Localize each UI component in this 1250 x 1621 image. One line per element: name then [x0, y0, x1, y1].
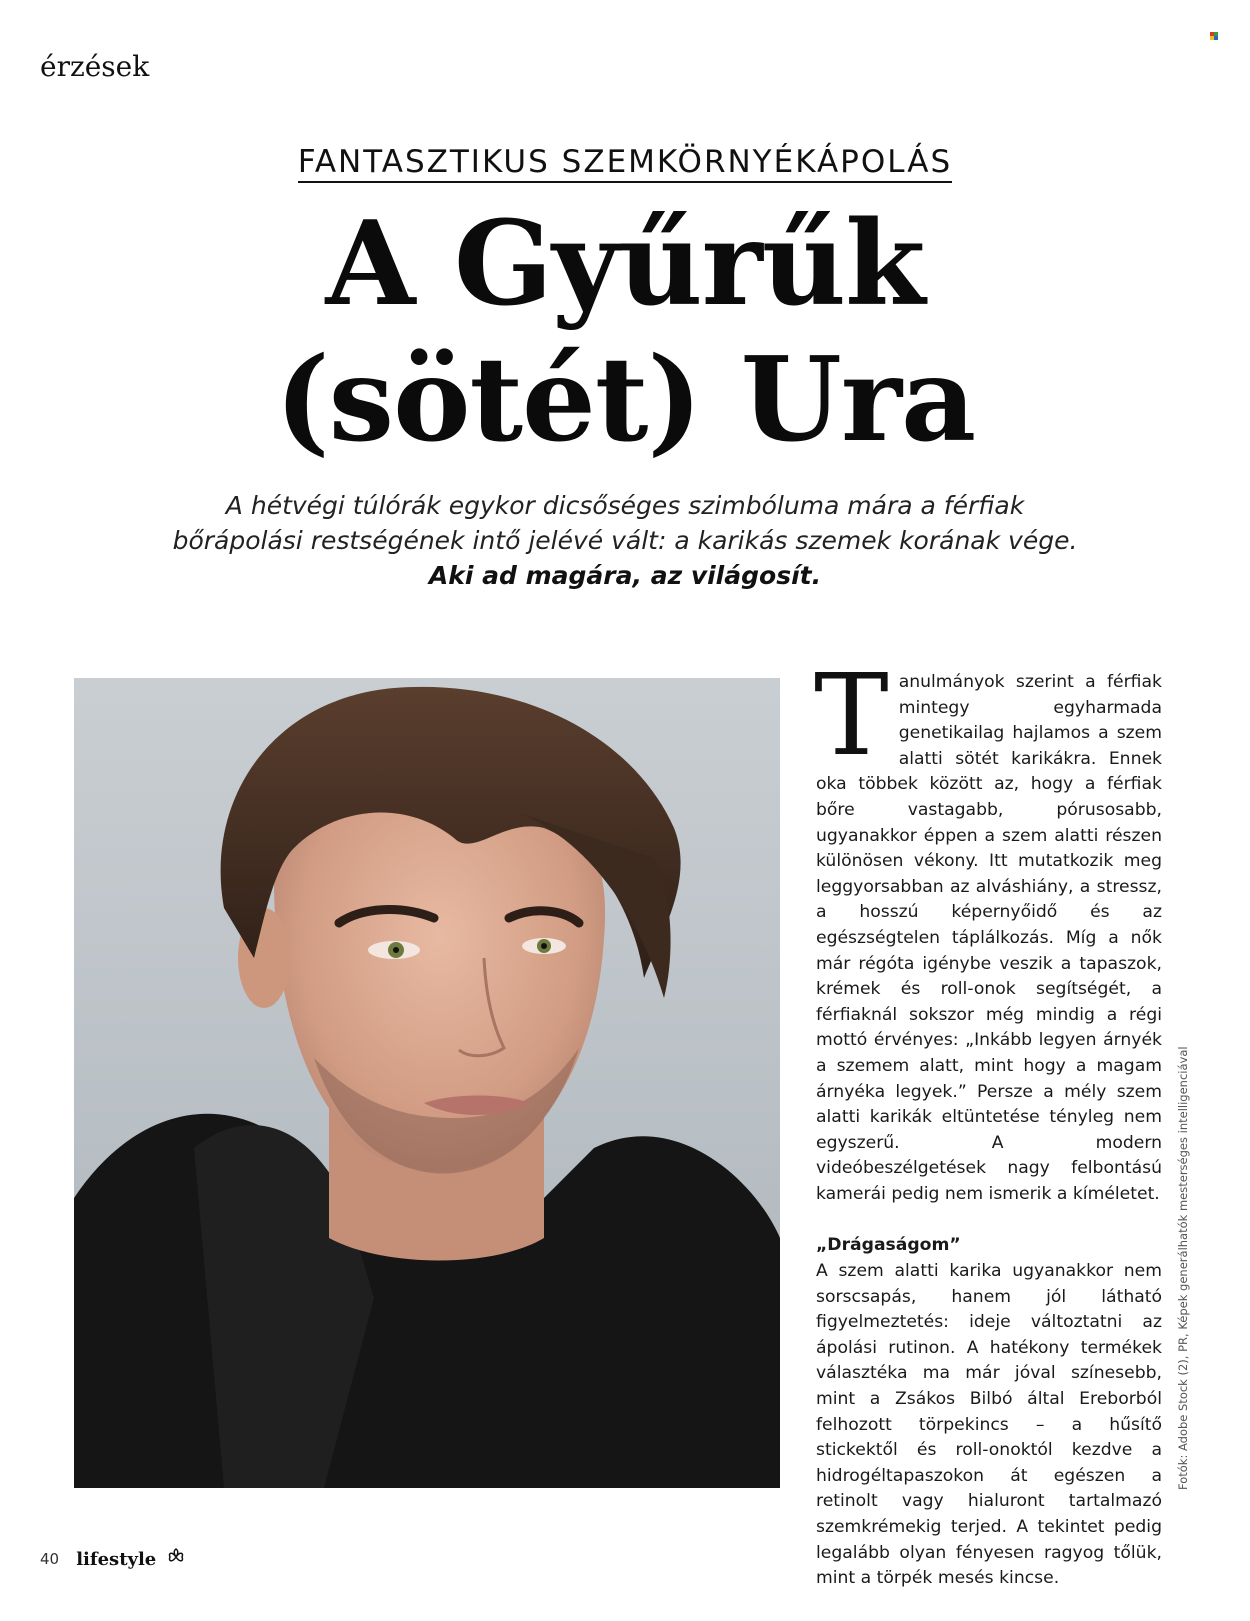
photo-credit: Fotók: Adobe Stock (2), PR, Képek generálhatók mesterséges intelligenciával: [1176, 1046, 1190, 1490]
section-tag: érzések: [40, 50, 150, 83]
print-color-mark: [1210, 32, 1220, 40]
article-body: [814, 651, 1162, 1592]
four-leaf-clover-outline-icon: [167, 1548, 185, 1570]
drop-cap: T: [814, 651, 889, 781]
color-dot-blue: [1214, 36, 1218, 40]
headline-line-1: A Gyűrűk: [325, 196, 925, 332]
lead-bold: Aki ad magára, az világosít.: [428, 561, 822, 590]
body-paragraph-1: [814, 651, 1162, 1207]
article-lead: [160, 488, 1090, 593]
page-footer: [40, 1548, 185, 1570]
lead-regular: A hétvégi túlórák egykor dicsőséges szimbóluma mára a férfiak bőrápolási restségének intő jelévé vált: a karikás szemek korának vége.: [172, 491, 1078, 555]
portrait-photo: [74, 678, 780, 1488]
magazine-brand: lifestyle: [76, 1548, 157, 1570]
kicker-text: FANTASZTIKUS SZEMKÖRNYÉKÁPOLÁS: [298, 144, 952, 183]
portrait-illustration: [74, 678, 780, 1488]
paragraph-1-text: anulmányok szerint a férfiak mintegy egyharmada genetikailag hajlamos a szem alatti sötét karikákra. Ennek oka többek között az, hogy a férfiak bőre vastagabb, pórusosabb, ugyanakkor éppen a szem alatti részen különösen vékony. Itt mutatkozik meg leggyorsabban az alváshiány, a stressz, a hosszú képernyőidő és az egészségtelen táplálkozás. Míg a nők már régóta igénybe veszik a tapaszok, krémek és roll-onok segítségét, a férfiaknál sokszor még mindig a régi mottó érvényes: „Inkább legyen árnyék a szemem alatt, mint hogy a magam árnyéka legyek.” Persze a mély szem alatti karikák eltüntetése tényleg nem egyszerű. A modern videóbeszélgetések nagy felbontású kamerái pedig nem ismerik a kíméletet.: [816, 672, 1162, 1204]
article-kicker: [0, 144, 1250, 180]
article-headline: [0, 196, 1250, 468]
article-subhead: „Drágaságom”: [816, 1235, 961, 1256]
headline-line-2: (sötét) Ura: [274, 332, 976, 468]
body-paragraph-2: A szem alatti karika ugyanakkor nem sorscsapás, hanem jól látható figyelmeztetés: ideje változtatni az ápolási rutinon. A hatékony termékek választéka ma már jóval színesebb, mint a Zsákos Bilbó által Ereborból felhozott törpekincs – a hűsítő stickektől és roll-onoktól kezdve a hidrogéltapaszokon át egészen a retinolt vagy hialuront tartalmazó szemkrémekig terjed. A tekintet pedig legalább olyan fényesen ragyog tőlük, mint a törpék mesés kincse.: [816, 1261, 1162, 1589]
page-number: 40: [40, 1550, 60, 1568]
photo-credit-column: [1176, 1046, 1200, 1490]
